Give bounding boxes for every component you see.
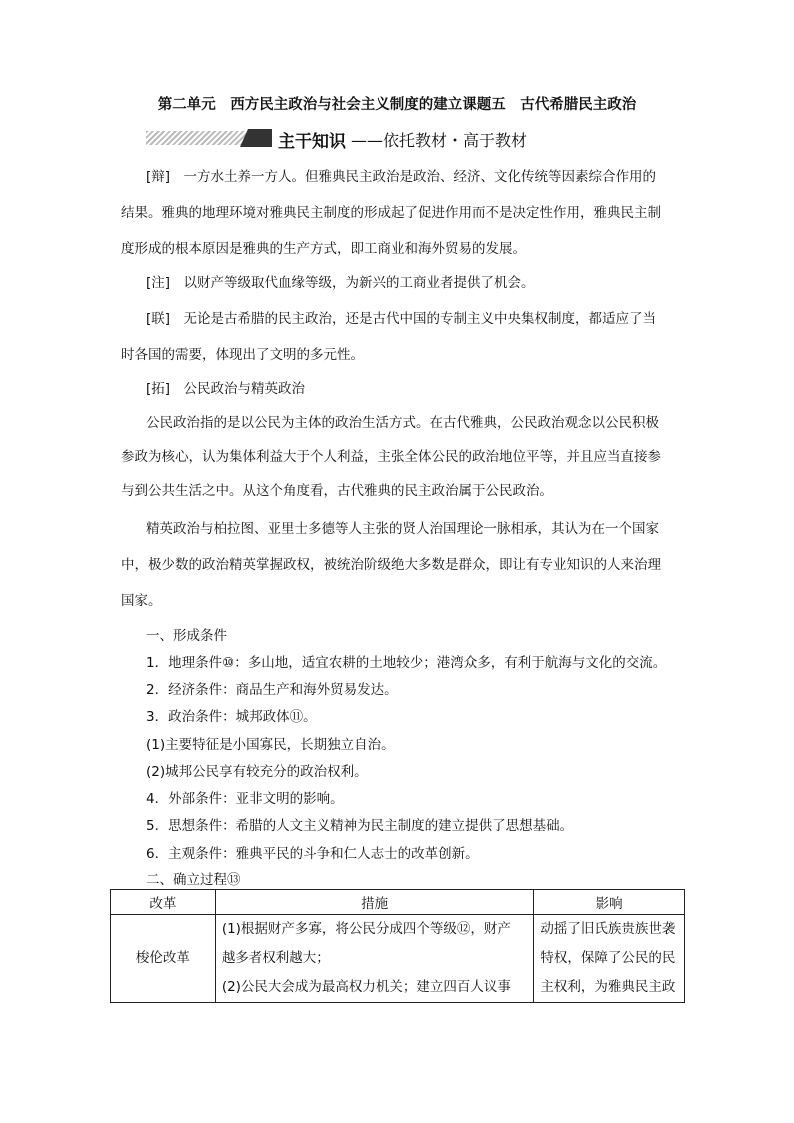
note-line: 参政为核心，认为集体利益大于个人利益，主张全体公民的政治地位平等，并且应当直接参 <box>121 449 661 465</box>
measure-line: 越多者权利越大； <box>221 950 330 966</box>
section-banner <box>146 127 566 151</box>
note-line: [注] 以财产等级取代血缘等级，为新兴的工商业者提供了机会。 <box>146 275 535 291</box>
table-header-row <box>111 890 685 915</box>
impact-line: 特权，保障了公民的民 <box>540 950 676 966</box>
banner-subtitle: ——依托教材・高于教材 <box>351 131 528 150</box>
list-item: (2)城邦公民享有较充分的政治权利。 <box>146 764 368 780</box>
measure-line: (2)公民大会成为最高权力机关；建立四百人议事 <box>221 979 511 995</box>
list-item: 3．政治条件：城邦政体⑪。 <box>146 709 317 725</box>
note-line: 结果。雅典的地理环境对雅典民主制度的形成起了促进作用而不是决定性作用，雅典民主制 <box>121 205 661 221</box>
list-item: 6．主观条件：雅典平民的斗争和仁人志士的改革创新。 <box>146 846 479 862</box>
note-line: 度形成的根本原因是雅典的生产方式，即工商业和海外贸易的发展。 <box>121 241 526 257</box>
page-title: 第二单元 西方民主政治与社会主义制度的建立课题五 古代希腊民主政治 <box>157 97 637 113</box>
list-item: 1．地理条件⑩：多山地，适宜农耕的土地较少；港湾众多，有利于航海与文化的交流。 <box>146 655 667 671</box>
measures-cell <box>215 915 534 1003</box>
note-line: [联] 无论是古希腊的民主政治，还是古代中国的专制主义中央集权制度，都适应了当 <box>146 311 657 327</box>
note-line: 国家。 <box>121 593 162 609</box>
banner-stripe <box>146 131 246 145</box>
reform-table <box>110 889 685 1003</box>
impact-cell <box>534 915 685 1003</box>
banner-title: 主干知识 <box>278 132 346 152</box>
column-header: 改革 <box>111 890 216 915</box>
note-line: 与到公共生活之中。从这个角度看，古代雅典的民主政治属于公民政治。 <box>121 483 553 499</box>
column-header: 措施 <box>215 890 534 915</box>
measure-line: (1)根据财产多寡，将公民分成四个等级⑫，财产 <box>221 921 511 937</box>
table-row <box>111 915 685 1003</box>
banner-slash-icon <box>232 129 272 147</box>
section-heading: 一、形成条件 <box>146 628 227 644</box>
note-line: [辩] 一方水土养一方人。但雅典民主政治是政治、经济、文化传统等因素综合作用的 <box>146 169 657 185</box>
note-line: 公民政治指的是以公民为主体的政治生活方式。在古代雅典，公民政治观念以公民积极 <box>146 415 659 431</box>
note-line: 精英政治与柏拉图、亚里士多德等人主张的贤人治国理论一脉相承，其认为在一个国家 <box>146 521 659 537</box>
note-line: 时各国的需要，体现出了文明的多元性。 <box>121 347 364 363</box>
list-item: (1)主要特征是小国寡民，长期独立自治。 <box>146 737 395 753</box>
impact-line: 主权利，为雅典民主政 <box>540 979 676 995</box>
column-header: 影响 <box>534 890 685 915</box>
reform-name: 梭伦改革 <box>111 915 216 1003</box>
impact-line: 动摇了旧氏族贵族世袭 <box>540 921 676 937</box>
list-item: 2．经济条件：商品生产和海外贸易发达。 <box>146 682 398 698</box>
list-item: 4．外部条件：亚非文明的影响。 <box>146 791 344 807</box>
section-heading: 二、确立过程⑬ <box>146 872 241 888</box>
list-item: 5．思想条件：希腊的人文主义精神为民主制度的建立提供了思想基础。 <box>146 818 574 834</box>
note-line: [拓] 公民政治与精英政治 <box>146 381 306 397</box>
note-line: 中，极少数的政治精英掌握政权，被统治阶级绝大多数是群众，即让有专业知识的人来治理 <box>121 557 661 573</box>
